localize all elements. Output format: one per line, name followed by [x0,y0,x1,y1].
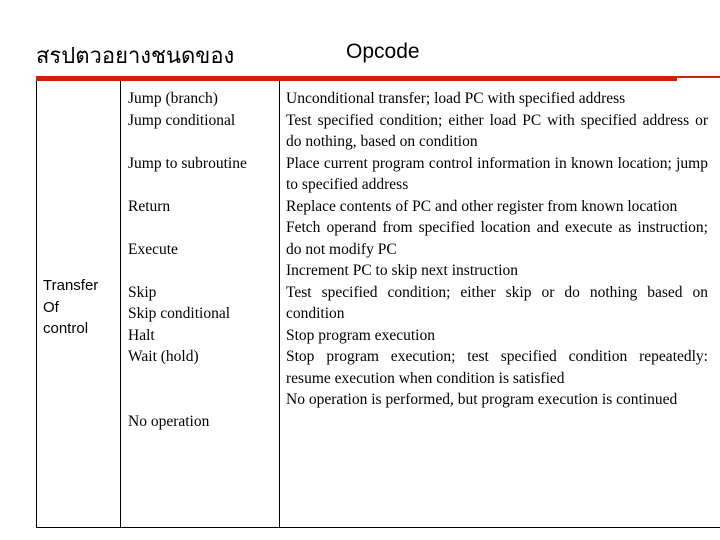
operation-jump-conditional: Jump conditional [128,111,236,129]
description-skip-conditional: Test specified condition; either skip or do nothing based on condition [286,283,708,322]
operation-halt: Halt [128,326,155,344]
page-title: สรปตวอยางชนดของ [36,44,235,69]
category-line: control [43,320,89,337]
operation-return: Return [128,197,171,215]
title-divider-end [677,76,720,78]
operation-no-operation: No operation [128,413,210,430]
description-return: Replace contents of PC and other register from known location [286,197,678,215]
table-border-left [36,81,37,527]
category-cell [43,275,98,340]
table-border-bottom [36,527,720,528]
description-jump-to-subroutine: Place current program control information in known location; jump to specified address [286,154,708,193]
operation-skip-conditional: Skip conditional [128,305,231,322]
category-line: Transfer [43,277,99,294]
description-skip: Increment PC to skip next instruction [286,262,519,279]
category-line: Of [43,298,59,316]
operation-skip: Skip [128,283,157,301]
operation-jump: Jump (branch) [128,90,218,107]
table-divider-operation [279,81,280,527]
operation-wait: Wait (hold) [128,348,199,365]
operation-execute: Execute [128,240,178,258]
description-no-operation: No operation is performed, but program execution is continued [286,391,678,408]
description-wait: Stop program execution; test specified condition repeatedly: resume execution when condition is satisfied [286,348,708,387]
description-jump: Unconditional transfer; load PC with specified address [286,90,626,107]
opcode-heading: Opcode [346,40,420,63]
description-jump-conditional: Test specified condition; either load PC with specified address or do nothing, based on condition [286,111,708,150]
description-execute: Fetch operand from specified location and execute as instruction; do not modify PC [286,219,708,258]
operation-jump-to-subroutine: Jump to subroutine [128,154,247,172]
description-column [286,88,708,411]
description-halt: Stop program execution [286,326,435,344]
table-divider-category [120,81,121,527]
title-divider [36,76,677,81]
